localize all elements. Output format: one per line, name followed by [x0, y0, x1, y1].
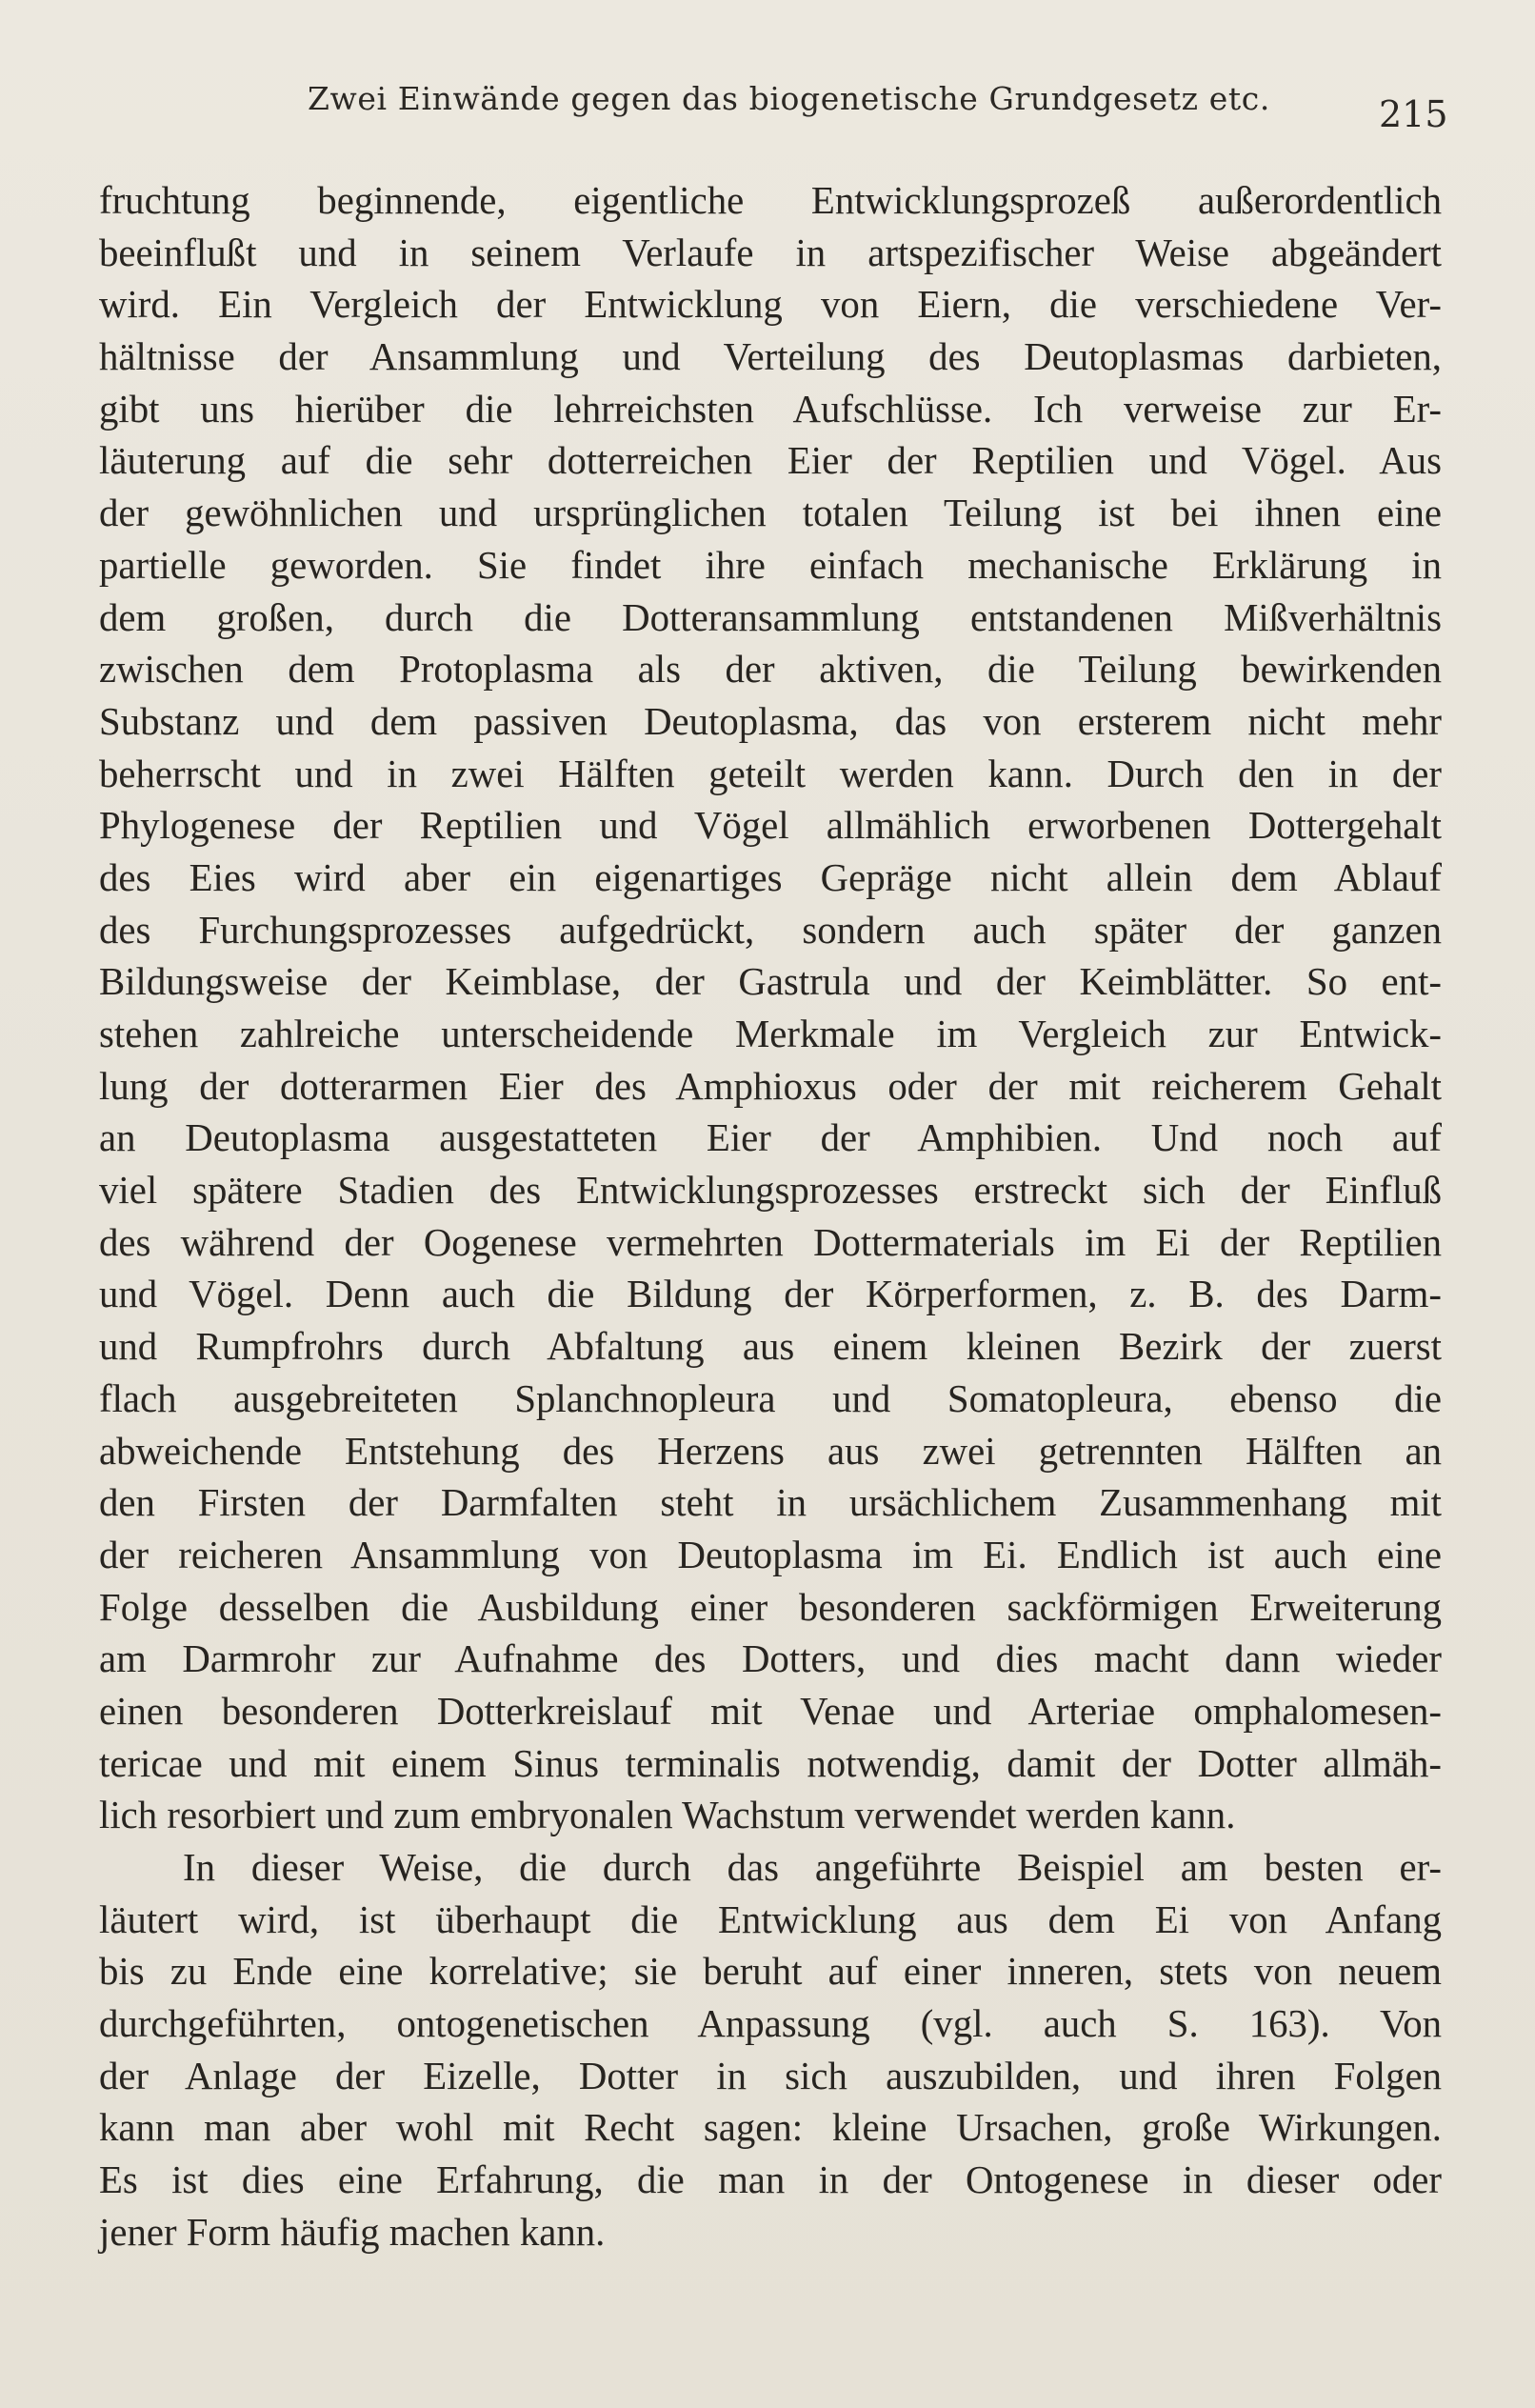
text-line: Substanz und dem passiven Deutoplasma, das von ersterem nicht mehr: [99, 699, 1442, 743]
text-line: durchgeführten, ontogenetischen Anpassung (vgl. auch S. 163). Von: [99, 2002, 1442, 2046]
text-line: der Anlage der Eizelle, Dotter in sich auszubilden, und ihren Folgen: [99, 2054, 1442, 2097]
text-line: des Furchungsprozesses aufgedrückt, sondern auch später der ganzen: [99, 908, 1442, 952]
text-line: der reicheren Ansammlung von Deutoplasma im Ei. Endlich ist auch eine: [99, 1533, 1442, 1576]
text-line: In dieser Weise, die durch das angeführte Beispiel am besten er-: [183, 1846, 1442, 1889]
text-line: lich resorbiert und zum embryonalen Wachstum verwendet werden kann.: [99, 1794, 1236, 1837]
text-line: und Vögel. Denn auch die Bildung der Körperformen, z. B. des Darm-: [99, 1273, 1442, 1316]
text-line: wird. Ein Vergleich der Entwicklung von Eiern, die verschiedene Ver-: [99, 283, 1442, 327]
text-line: hältnisse der Ansammlung und Verteilung des Deutoplasmas darbieten,: [99, 335, 1442, 379]
text-line: abweichende Entstehung des Herzens aus zwei getrennten Hälften an: [99, 1429, 1442, 1473]
text-line: beherrscht und in zwei Hälften geteilt werden kann. Durch den in der: [99, 752, 1442, 795]
text-line: jener Form häufig machen kann.: [99, 2210, 606, 2254]
paragraph-2: [99, 1842, 1442, 2259]
text-line: partielle geworden. Sie findet ihre einfach mechanische Erklärung in: [99, 543, 1442, 587]
text-line: Es ist dies eine Erfahrung, die man in der Ontogenese in dieser oder: [99, 2158, 1442, 2202]
text-line: am Darmrohr zur Aufnahme des Dotters, und dies macht dann wieder: [99, 1637, 1442, 1681]
text-line: flach ausgebreiteten Splanchnopleura und Somatopleura, ebenso die: [99, 1376, 1442, 1420]
text-line: an Deutoplasma ausgestatteten Eier der Amphibien. Und noch auf: [99, 1116, 1442, 1160]
text-line: bis zu Ende eine korrelative; sie beruht auf einer inneren, stets von neuem: [99, 1950, 1442, 1994]
text-line: der gewöhnlichen und ursprünglichen totalen Teilung ist bei ihnen eine: [99, 492, 1442, 535]
text-line: und Rumpfrohrs durch Abfaltung aus einem kleinen Bezirk der zuerst: [99, 1325, 1442, 1369]
text-line: fruchtung beginnende, eigentliche Entwicklungsprozeß außerordentlich: [99, 179, 1442, 222]
text-line: kann man aber wohl mit Recht sagen: kleine Ursachen, große Wirkungen.: [99, 2106, 1442, 2150]
text-line: beeinflußt und in seinem Verlaufe in artspezifischer Weise abgeändert: [99, 231, 1442, 274]
text-line: stehen zahlreiche unterscheidende Merkmale im Vergleich zur Entwick-: [99, 1013, 1442, 1055]
text-line: läutert wird, ist überhaupt die Entwicklung aus dem Ei von Anfang: [99, 1897, 1442, 1941]
text-line: läuterung auf die sehr dotterreichen Eier der Reptilien und Vögel. Aus: [99, 439, 1442, 483]
text-line: Phylogenese der Reptilien und Vögel allmählich erworbenen Dottergehalt: [99, 804, 1442, 848]
text-line: lung der dotterarmen Eier des Amphioxus oder der mit reicherem Gehalt: [99, 1064, 1442, 1108]
text-line: den Firsten der Darmfalten steht in ursächlichem Zusammenhang mit: [99, 1481, 1442, 1525]
page-number: 215: [1379, 93, 1448, 135]
text-line: gibt uns hierüber die lehrreichsten Aufschlüsse. Ich verweise zur Er-: [99, 387, 1442, 431]
text-line: Bildungsweise der Keimblase, der Gastrula und der Keimblätter. So ent-: [99, 960, 1442, 1004]
body-text: [99, 175, 1442, 2259]
text-line: tericae und mit einem Sinus terminalis notwendig, damit der Dotter allmäh-: [99, 1741, 1442, 1785]
text-line: einen besonderen Dotterkreislauf mit Venae und Arteriae omphalomesen-: [99, 1689, 1442, 1733]
paragraph-1: [99, 175, 1442, 1842]
text-line: des Eies wird aber ein eigenartiges Gepräge nicht allein dem Ablauf: [99, 855, 1442, 899]
text-line: zwischen dem Protoplasma als der aktiven, die Teilung bewirkenden: [99, 648, 1442, 692]
text-line: dem großen, durch die Dotteransammlung entstandenen Mißverhältnis: [99, 595, 1442, 639]
running-head: Zwei Einwände gegen das biogenetische Grundgesetz etc.: [308, 80, 1270, 117]
text-line: Folge desselben die Ausbildung einer besonderen sackförmigen Erweiterung: [99, 1585, 1442, 1629]
text-line: viel spätere Stadien des Entwicklungsprozesses erstreckt sich der Einfluß: [99, 1169, 1442, 1213]
text-line: des während der Oogenese vermehrten Dottermaterials im Ei der Reptilien: [99, 1220, 1442, 1264]
